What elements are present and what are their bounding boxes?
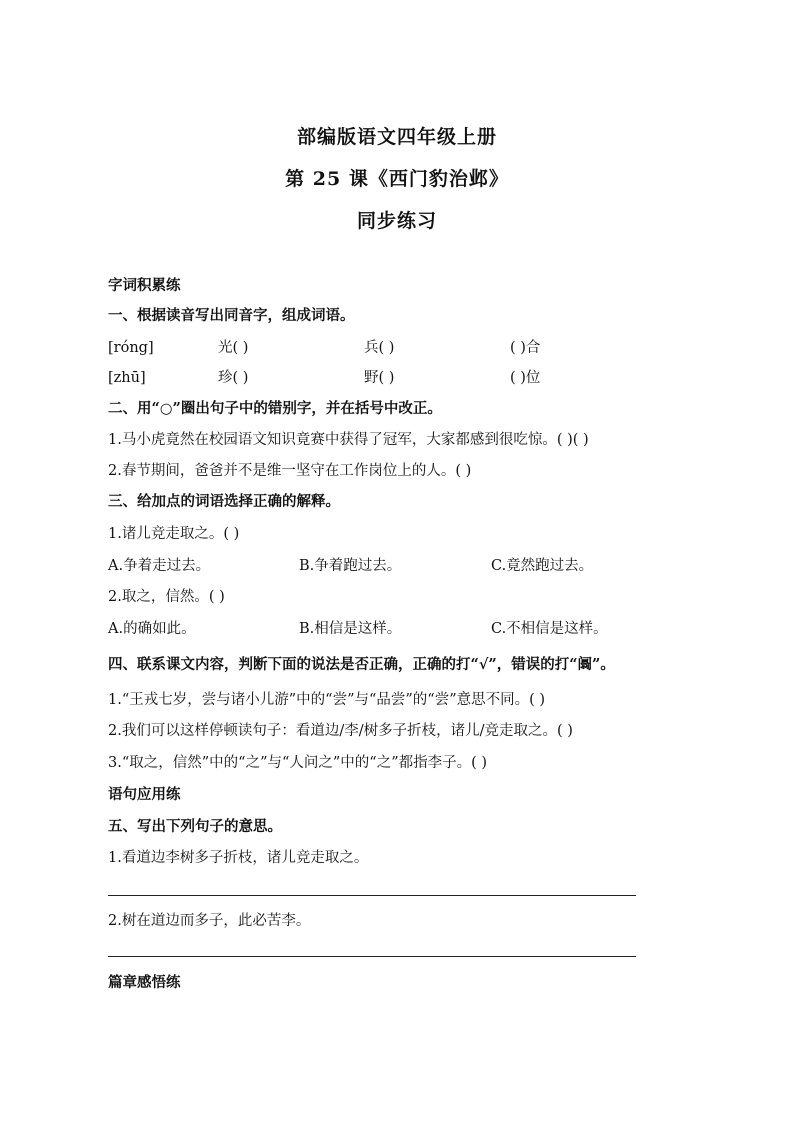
pinyin-rong: [róng] [108, 340, 154, 356]
q3-item2-option-a: A.的确如此。 [108, 621, 196, 637]
question-2-heading: 二、用“○”圈出句子中的错别字，并在括号中改正。 [108, 400, 442, 417]
document-title: 部编版语文四年级上册 [296, 126, 497, 148]
question-5-item-1: 1.看道边李树多子折枝，诸儿竞走取之。 [108, 850, 369, 866]
question-5-heading: 五、写出下列句子的意思。 [108, 818, 282, 835]
q1-row2-blank1: 珍( ) [218, 370, 249, 386]
question-1-heading: 一、根据读音写出同音字，组成词语。 [108, 307, 355, 324]
lesson-title: 第 25 课《西门豹治邺》 [285, 168, 509, 190]
question-4-item-3: 3.“取之，信然”中的“之”与“人问之”中的“之”都指李子。( ) [108, 755, 488, 771]
question-4-heading: 四、联系课文内容，判断下面的说法是否正确，正确的打“√”，错误的打“阘”。 [108, 656, 615, 673]
question-4-item-2: 2.我们可以这样停顿读句子：看道边/李/树多子折枝，诸儿/竞走取之。( ) [108, 723, 573, 739]
q1-row1-blank3: ( )合 [510, 340, 541, 356]
answer-line-1[interactable] [108, 895, 636, 896]
section-label-vocabulary: 字词积累练 [108, 277, 181, 294]
q1-row2-blank2: 野( ) [364, 370, 395, 386]
question-3-heading: 三、给加点的词语选择正确的解释。 [108, 493, 340, 510]
q3-item1-option-a: A.争着走过去。 [108, 558, 211, 574]
q3-item2-option-c: C.不相信是这样。 [491, 621, 608, 637]
question-3-item-2: 2.取之，信然。( ) [108, 589, 225, 605]
question-3-item-1: 1.诸儿竞走取之。( ) [108, 526, 240, 542]
q1-row1-blank1: 光( ) [218, 340, 249, 356]
question-2-item-2: 2.春节期间，爸爸并不是维一坚守在工作岗位上的人。( ) [108, 463, 472, 479]
answer-line-2[interactable] [108, 956, 636, 957]
question-2-item-1: 1.马小虎竟然在校园语文知识竟赛中获得了冠军，大家都感到很吃惊。( )( ) [108, 432, 589, 448]
q1-row2-blank3: ( )位 [510, 370, 541, 386]
pinyin-zhu: [zhū] [108, 370, 146, 386]
q3-item1-option-c: C.竟然跑过去。 [491, 558, 594, 574]
document-subtitle: 同步练习 [356, 210, 437, 232]
q1-row1-blank2: 兵( ) [364, 340, 395, 356]
q3-item2-option-b: B.相信是这样。 [299, 621, 402, 637]
q3-item1-option-b: B.争着跑过去。 [299, 558, 402, 574]
section-label-passage: 篇章感悟练 [108, 974, 181, 991]
section-label-sentence-use: 语句应用练 [108, 786, 181, 803]
question-4-item-1: 1.“王戎七岁，尝与诸小儿游”中的“尝”与“品尝”的“尝”意思不同。( ) [108, 692, 546, 708]
question-5-item-2: 2.树在道边而多子，此必苦李。 [108, 913, 311, 929]
